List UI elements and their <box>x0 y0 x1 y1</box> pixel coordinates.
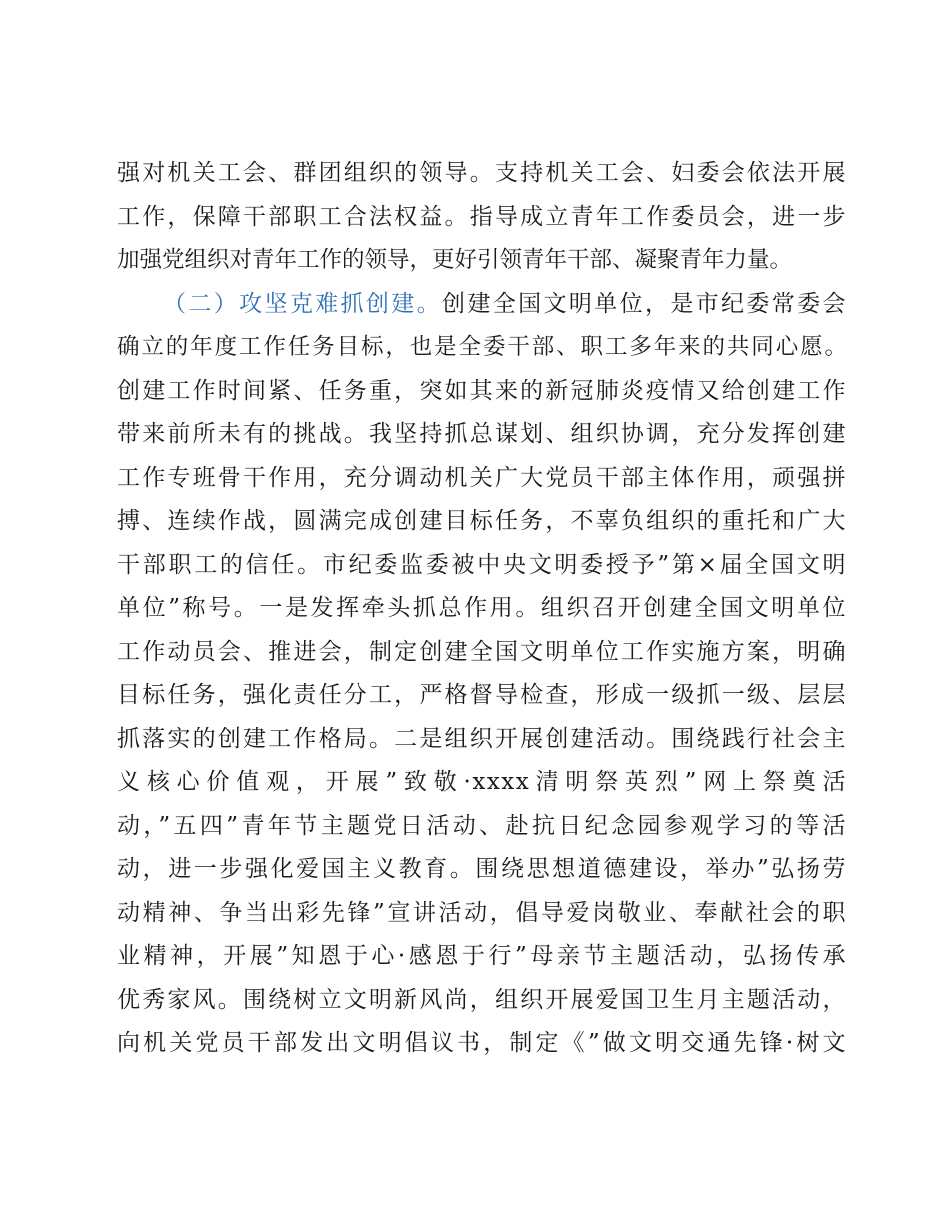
text-line: 目标任务，强化责任分工，严格督导检查，形成一级抓一级、层层 <box>117 682 847 708</box>
text-line: 业精神，开展”知恩于心·感恩于行”母亲节主题活动，弘扬传承 <box>117 943 847 969</box>
text-line: 动精神、争当出彩先锋”宣讲活动，倡导爱岗敬业、奉献社会的职 <box>117 899 847 926</box>
text-line: 搏、连续作战，圆满完成创建目标任务，不辜负组织的重托和广大 <box>117 508 847 534</box>
text-line: 单位”称号。一是发挥牵头抓总作用。组织召开创建全国文明单位 <box>117 595 847 621</box>
text-line: 强对机关工会、群团组织的领导。支持机关工会、妇委会依法开展 <box>117 160 847 186</box>
text-line: 干部职工的信任。市纪委监委被中央文明委授予”第×届全国文明 <box>117 551 847 578</box>
text-line: 优秀家风。围绕树立文明新风尚，组织开展爱国卫生月主题活动， <box>117 986 847 1013</box>
text-line: 带来前所未有的挑战。我坚持抓总谋划、组织协调，充分发挥创建 <box>117 421 847 447</box>
text-line: 义核心价值观，开展”致敬·xxxx清明祭英烈”网上祭奠活 <box>117 769 847 795</box>
paragraph-first-line <box>117 283 847 327</box>
document-page <box>117 152 847 1066</box>
text-line: 加强党组织对青年工作的领导，更好引领青年干部、凝聚青年力量。 <box>117 247 793 273</box>
text-line: 动，”五四”青年节主题党日活动、赴抗日纪念园参观学习的等活 <box>117 812 847 839</box>
text-line: 工作动员会、推进会，制定创建全国文明单位工作实施方案，明确 <box>117 638 847 665</box>
section-heading: （二）攻坚克难抓创建。 <box>163 290 443 317</box>
text-line: 工作，保障干部职工合法权益。指导成立青年工作委员会，进一步 <box>117 203 847 230</box>
text-line: 动，进一步强化爱国主义教育。围绕思想道德建设，举办”弘扬劳 <box>117 856 847 882</box>
text-span: 创建全国文明单位，是市纪委常委会 <box>442 290 848 317</box>
text-line: 工作专班骨干作用，充分调动机关广大党员干部主体作用，顽强拼 <box>117 464 847 491</box>
text-line: 向机关党员干部发出文明倡议书，制定《”做文明交通先锋·树文 <box>117 1030 847 1056</box>
text-line: 确立的年度工作任务目标，也是全委干部、职工多年来的共同心愿。 <box>117 334 847 360</box>
text-line: 抓落实的创建工作格局。二是组织开展创建活动。围绕践行社会主 <box>117 725 847 752</box>
text-line: 创建工作时间紧、任务重，突如其来的新冠肺炎疫情又给创建工作 <box>117 377 847 404</box>
